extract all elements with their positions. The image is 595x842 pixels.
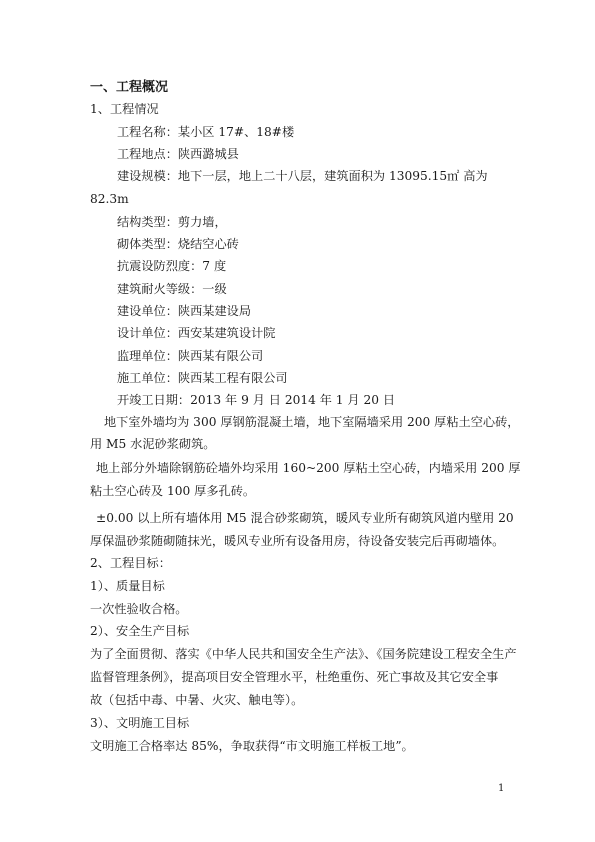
field-supervision-unit: 监理单位：陕西某有限公司 bbox=[117, 349, 264, 363]
field-owner-unit: 建设单位：陕西某建设局 bbox=[117, 304, 252, 318]
goal-quality-title: 1）、质量目标 bbox=[90, 579, 165, 593]
goal-safety-title: 2）、安全生产目标 bbox=[90, 624, 190, 638]
field-seismic-intensity: 抗震设防烈度：7 度 bbox=[117, 259, 227, 273]
paragraph-basement-line2: 用 M5 水泥砂浆砌筑。 bbox=[90, 437, 216, 451]
section-heading: 一、工程概况 bbox=[90, 80, 169, 95]
field-structure-type: 结构类型：剪力墙， bbox=[117, 215, 227, 229]
goal-safety-text-line1: 为了全面贯彻、落实《中华人民共和国安全生产法》、《国务院建设工程安全生产 bbox=[90, 647, 517, 661]
field-construction-scale-cont: 82.3m bbox=[90, 192, 129, 206]
paragraph-masonry-line1: ±0.00 以上所有墙体用 M5 混合砂浆砌筑，暖风专业所有砌筑风道内壁用 20 bbox=[96, 511, 514, 525]
field-project-name: 工程名称：某小区 17#、18#楼 bbox=[117, 125, 295, 139]
goal-civilized-title: 3）、文明施工目标 bbox=[90, 716, 190, 730]
subsection-title-goals: 2、工程目标： bbox=[90, 556, 171, 570]
paragraph-masonry-line2: 厚保温砂浆随砌随抹光，暖风专业所有设备用房，待设备安装完后再砌墙体。 bbox=[90, 534, 505, 548]
paragraph-basement-line1: 地下室外墙均为 300 厚钢筋混凝土墙，地下室隔墙采用 200 厚粘土空心砖， bbox=[104, 415, 520, 429]
field-construction-scale: 建设规模：地下一层，地上二十八层，建筑面积为 13095.15㎡ 高为 bbox=[117, 169, 488, 183]
field-project-location: 工程地点：陕西潞城县 bbox=[117, 147, 239, 161]
field-fire-rating: 建筑耐火等级：一级 bbox=[117, 282, 227, 296]
goal-safety-text-line3: 故（包括中毒、中暑、火灾、触电等）。 bbox=[90, 693, 304, 707]
field-schedule: 开竣工日期：2013 年 9 月 日 2014 年 1 月 20 日 bbox=[117, 393, 396, 407]
paragraph-above-ground-line2: 粘土空心砖及 100 厚多孔砖。 bbox=[90, 484, 256, 498]
goal-quality-text: 一次性验收合格。 bbox=[90, 602, 188, 616]
goal-civilized-text: 文明施工合格率达 85%，争取获得“市文明施工样板工地”。 bbox=[90, 739, 414, 753]
goal-safety-text-line2: 监督管理条例》，提高项目安全管理水平，杜绝重伤、死亡事故及其它安全事 bbox=[90, 670, 499, 684]
field-masonry-type: 砌体类型：烧结空心砖 bbox=[117, 237, 239, 251]
subsection-title: 1、工程情况 bbox=[90, 102, 159, 116]
field-design-unit: 设计单位：西安某建筑设计院 bbox=[117, 326, 276, 340]
page-number: 1 bbox=[498, 783, 505, 794]
paragraph-above-ground-line1: 地上部分外墙除钢筋砼墙外均采用 160~200 厚粘土空心砖，内墙采用 200 厚 bbox=[96, 461, 521, 475]
field-construction-unit: 施工单位：陕西某工程有限公司 bbox=[117, 371, 288, 385]
